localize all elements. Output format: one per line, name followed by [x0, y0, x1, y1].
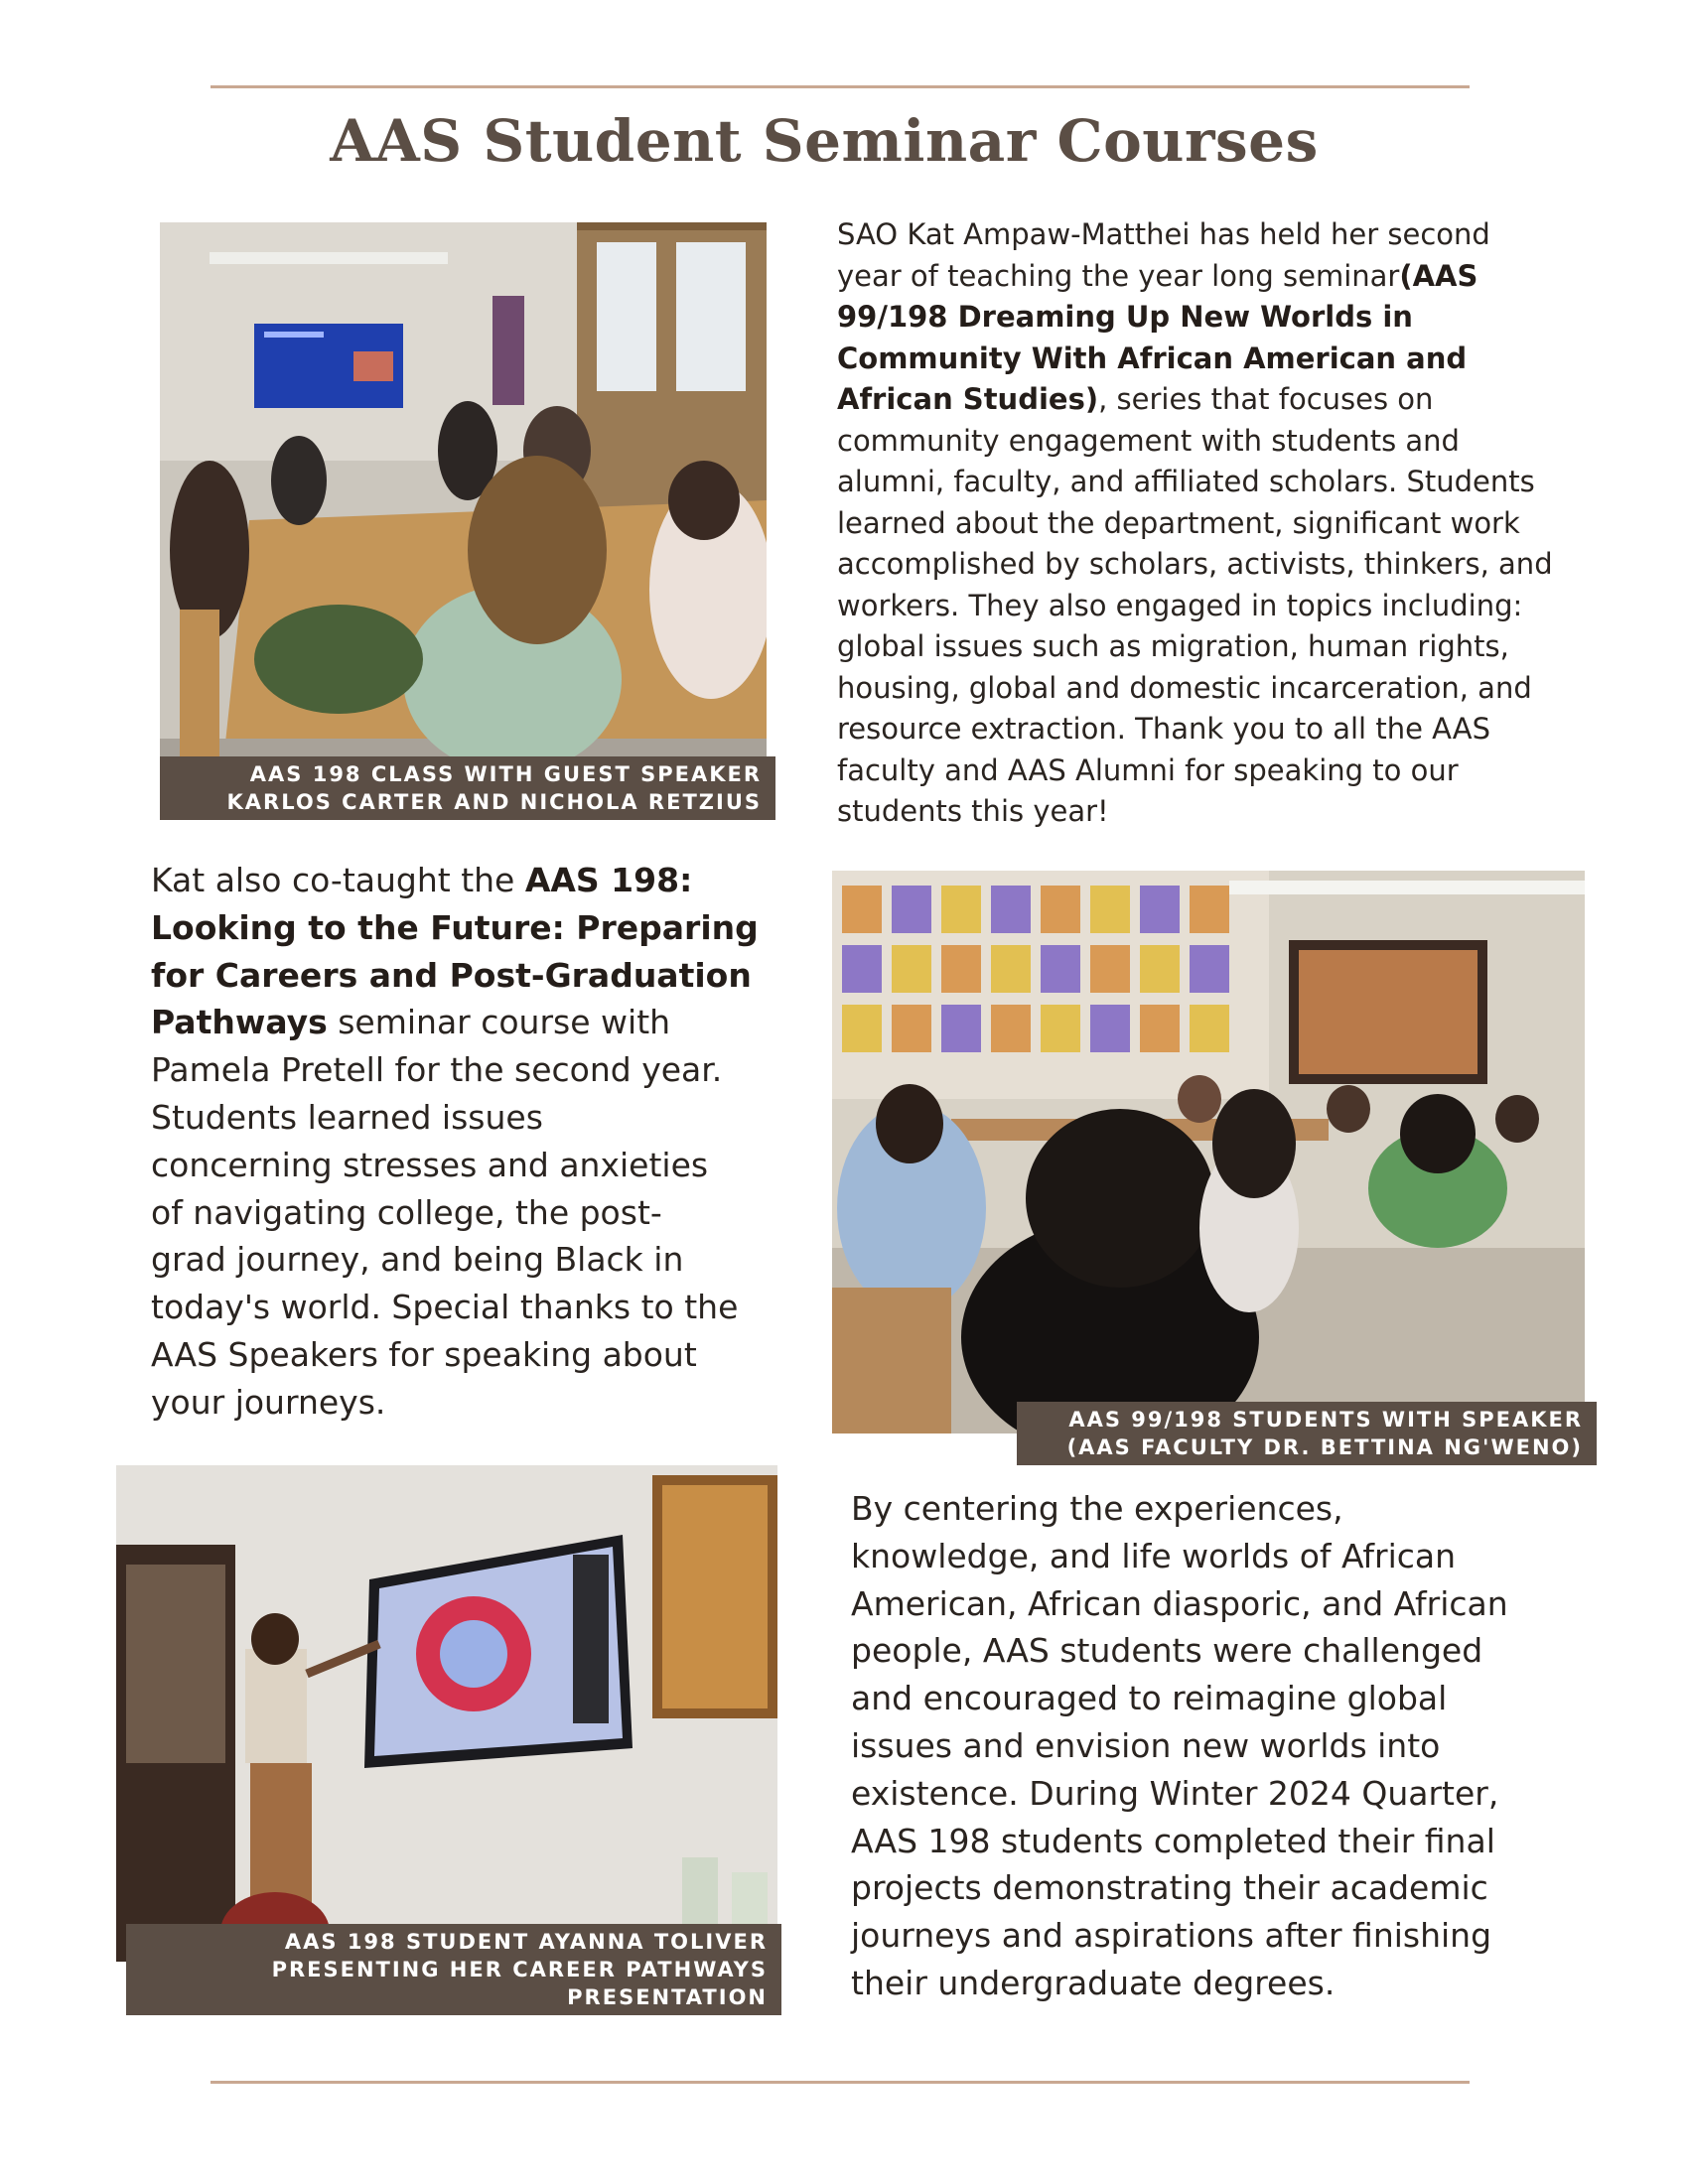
- seminar-intro-paragraph: [837, 214, 1612, 833]
- top-rule: [211, 85, 1470, 88]
- speaker-room-caption: AAS 99/198 STUDENTS WITH SPEAKER (AAS FACULTY DR. BETTINA NG'WENO): [1017, 1402, 1597, 1465]
- classroom-caption: AAS 198 CLASS WITH GUEST SPEAKER KARLOS CARTER AND NICHOLA RETZIUS: [160, 756, 775, 820]
- cotaught-course-paragraph: [151, 857, 786, 1427]
- seminar-intro-text: SAO Kat Ampaw-Matthei has held her second year of teaching the year long seminar: [837, 217, 1490, 293]
- speaker-room-photo: [832, 871, 1585, 1433]
- classroom-image: [160, 222, 767, 798]
- seminar-intro-text-continued: , series that focuses on community engagement with students and alumni, faculty, and affiliated scholars. Students learned about the department, significant work accomplished by scholars, activists, thinkers, and workers. They also engaged in topics including: global issues such as migration, human rights, housing, global and domestic incarceration, and resource extraction. Thank you to all the AAS faculty and AAS Alumni for speaking to our students this year!: [837, 382, 1553, 828]
- presentation-image: [116, 1465, 777, 1962]
- cotaught-text-continued: seminar course with Pamela Pretell for the second year. Students learned issues concerning stresses and anxieties of navigating college, the post- grad journey, and being Black in today's world. Special thanks to the AAS Speakers for speaking about your journeys.: [151, 1003, 739, 1422]
- seminar-course-title: (AAS 99/198 Dreaming Up New Worlds in Community With African American and African Studies): [837, 258, 1478, 416]
- bottom-rule: [211, 2081, 1470, 2084]
- cotaught-intro-text: Kat also co-taught the: [151, 861, 525, 899]
- classroom-photo: [160, 222, 767, 798]
- page-title: AAS Student Seminar Courses: [330, 107, 1319, 175]
- centering-experiences-paragraph: By centering the experiences, knowledge, and life worlds of African American, African diasporic, and African people, AAS students were challenged and encouraged to reimagine global issues and envision new worlds into existence. During Winter 2024 Quarter, AAS 198 students completed their final projects demonstrating their academic journeys and aspirations after finishing their undergraduate degrees.: [851, 1489, 1508, 2002]
- presentation-caption: AAS 198 STUDENT AYANNA TOLIVER PRESENTING HER CAREER PATHWAYS PRESENTATION: [126, 1924, 781, 2015]
- presentation-photo: [116, 1465, 777, 1962]
- speaker-room-image: [832, 871, 1585, 1433]
- cotaught-course-title: AAS 198: Looking to the Future: Preparing for Careers and Post-Graduation Pathways: [151, 861, 759, 1042]
